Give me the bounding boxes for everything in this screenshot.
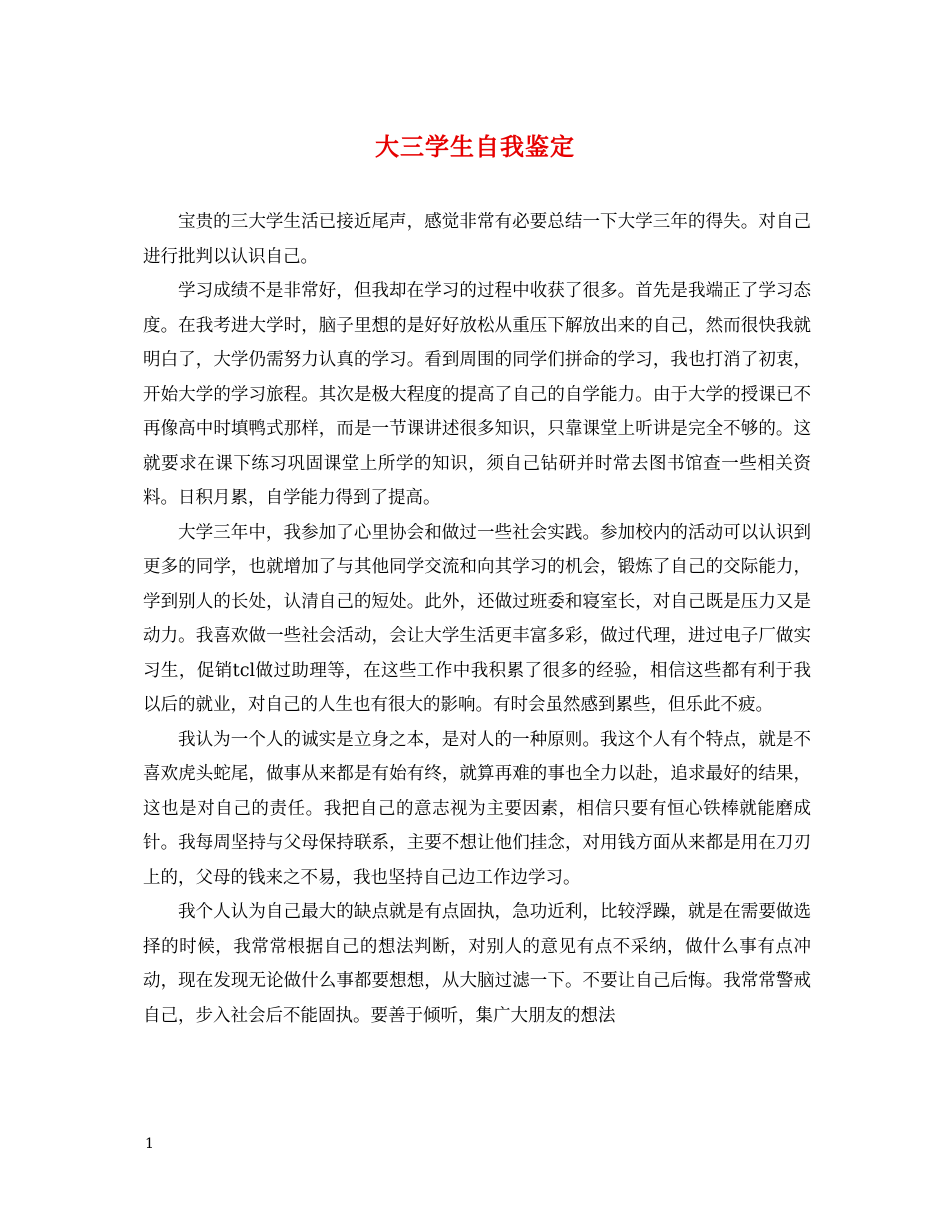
document-title: 大三学生自我鉴定	[375, 133, 575, 161]
document-body	[143, 205, 811, 1033]
paragraph-shortcomings: 我个人认为自己最大的缺点就是有点固执，急功近利，比较浮躁，就是在需要做选择的时候，我常常根据自己的想法判断，对别人的意见有点不采纳，做什么事有点冲动，现在发现无论做什么事都要想想，从大脑过滤一下。不要让自己后悔。我常常警戒自己，步入社会后不能固执。要善于倾听，集广大朋友的想法	[143, 902, 811, 1026]
paragraph-intro: 宝贵的三大学生活已接近尾声，感觉非常有必要总结一下大学三年的得失。对自己进行批判以认识自己。	[143, 212, 811, 267]
page-number: 1	[145, 1136, 154, 1152]
paragraph-activities: 大学三年中，我参加了心里协会和做过一些社会实践。参加校内的活动可以认识到更多的同学，也就增加了与其他同学交流和向其学习的机会，锻炼了自己的交际能力，学到别人的长处，认清自己的短处。此外，还做过班委和寝室长，对自己既是压力又是动力。我喜欢做一些社会活动，会让大学生活更丰富多彩，做过代理，进过电子厂做实习生，促销tcl做过助理等，在这些工作中我积累了很多的经验，相信这些都有利于我以后的就业，对自己的人生也有很大的影响。有时会虽然感到累些，但乐此不疲。	[143, 522, 811, 715]
paragraph-study: 学习成绩不是非常好，但我却在学习的过程中收获了很多。首先是我端正了学习态度。在我考进大学时，脑子里想的是好好放松从重压下解放出来的自己，然而很快我就明白了，大学仍需努力认真的学习。看到周围的同学们拼命的学习，我也打消了初衷，开始大学的学习旅程。其次是极大程度的提高了自己的自学能力。由于大学的授课已不再像高中时填鸭式那样，而是一节课讲述很多知识，只靠课堂上听讲是完全不够的。这就要求在课下练习巩固课堂上所学的知识，须自己钻研并时常去图书馆查一些相关资料。日积月累，自学能力得到了提高。	[143, 281, 811, 508]
paragraph-character: 我认为一个人的诚实是立身之本，是对人的一种原则。我这个人有个特点，就是不喜欢虎头蛇尾，做事从来都是有始有终，就算再难的事也全力以赴，追求最好的结果，这也是对自己的责任。我把自己的意志视为主要因素，相信只要有恒心铁棒就能磨成针。我每周坚持与父母保持联系，主要不想让他们挂念，对用钱方面从来都是用在刀刃上的，父母的钱来之不易，我也坚持自己边工作边学习。	[143, 729, 811, 888]
